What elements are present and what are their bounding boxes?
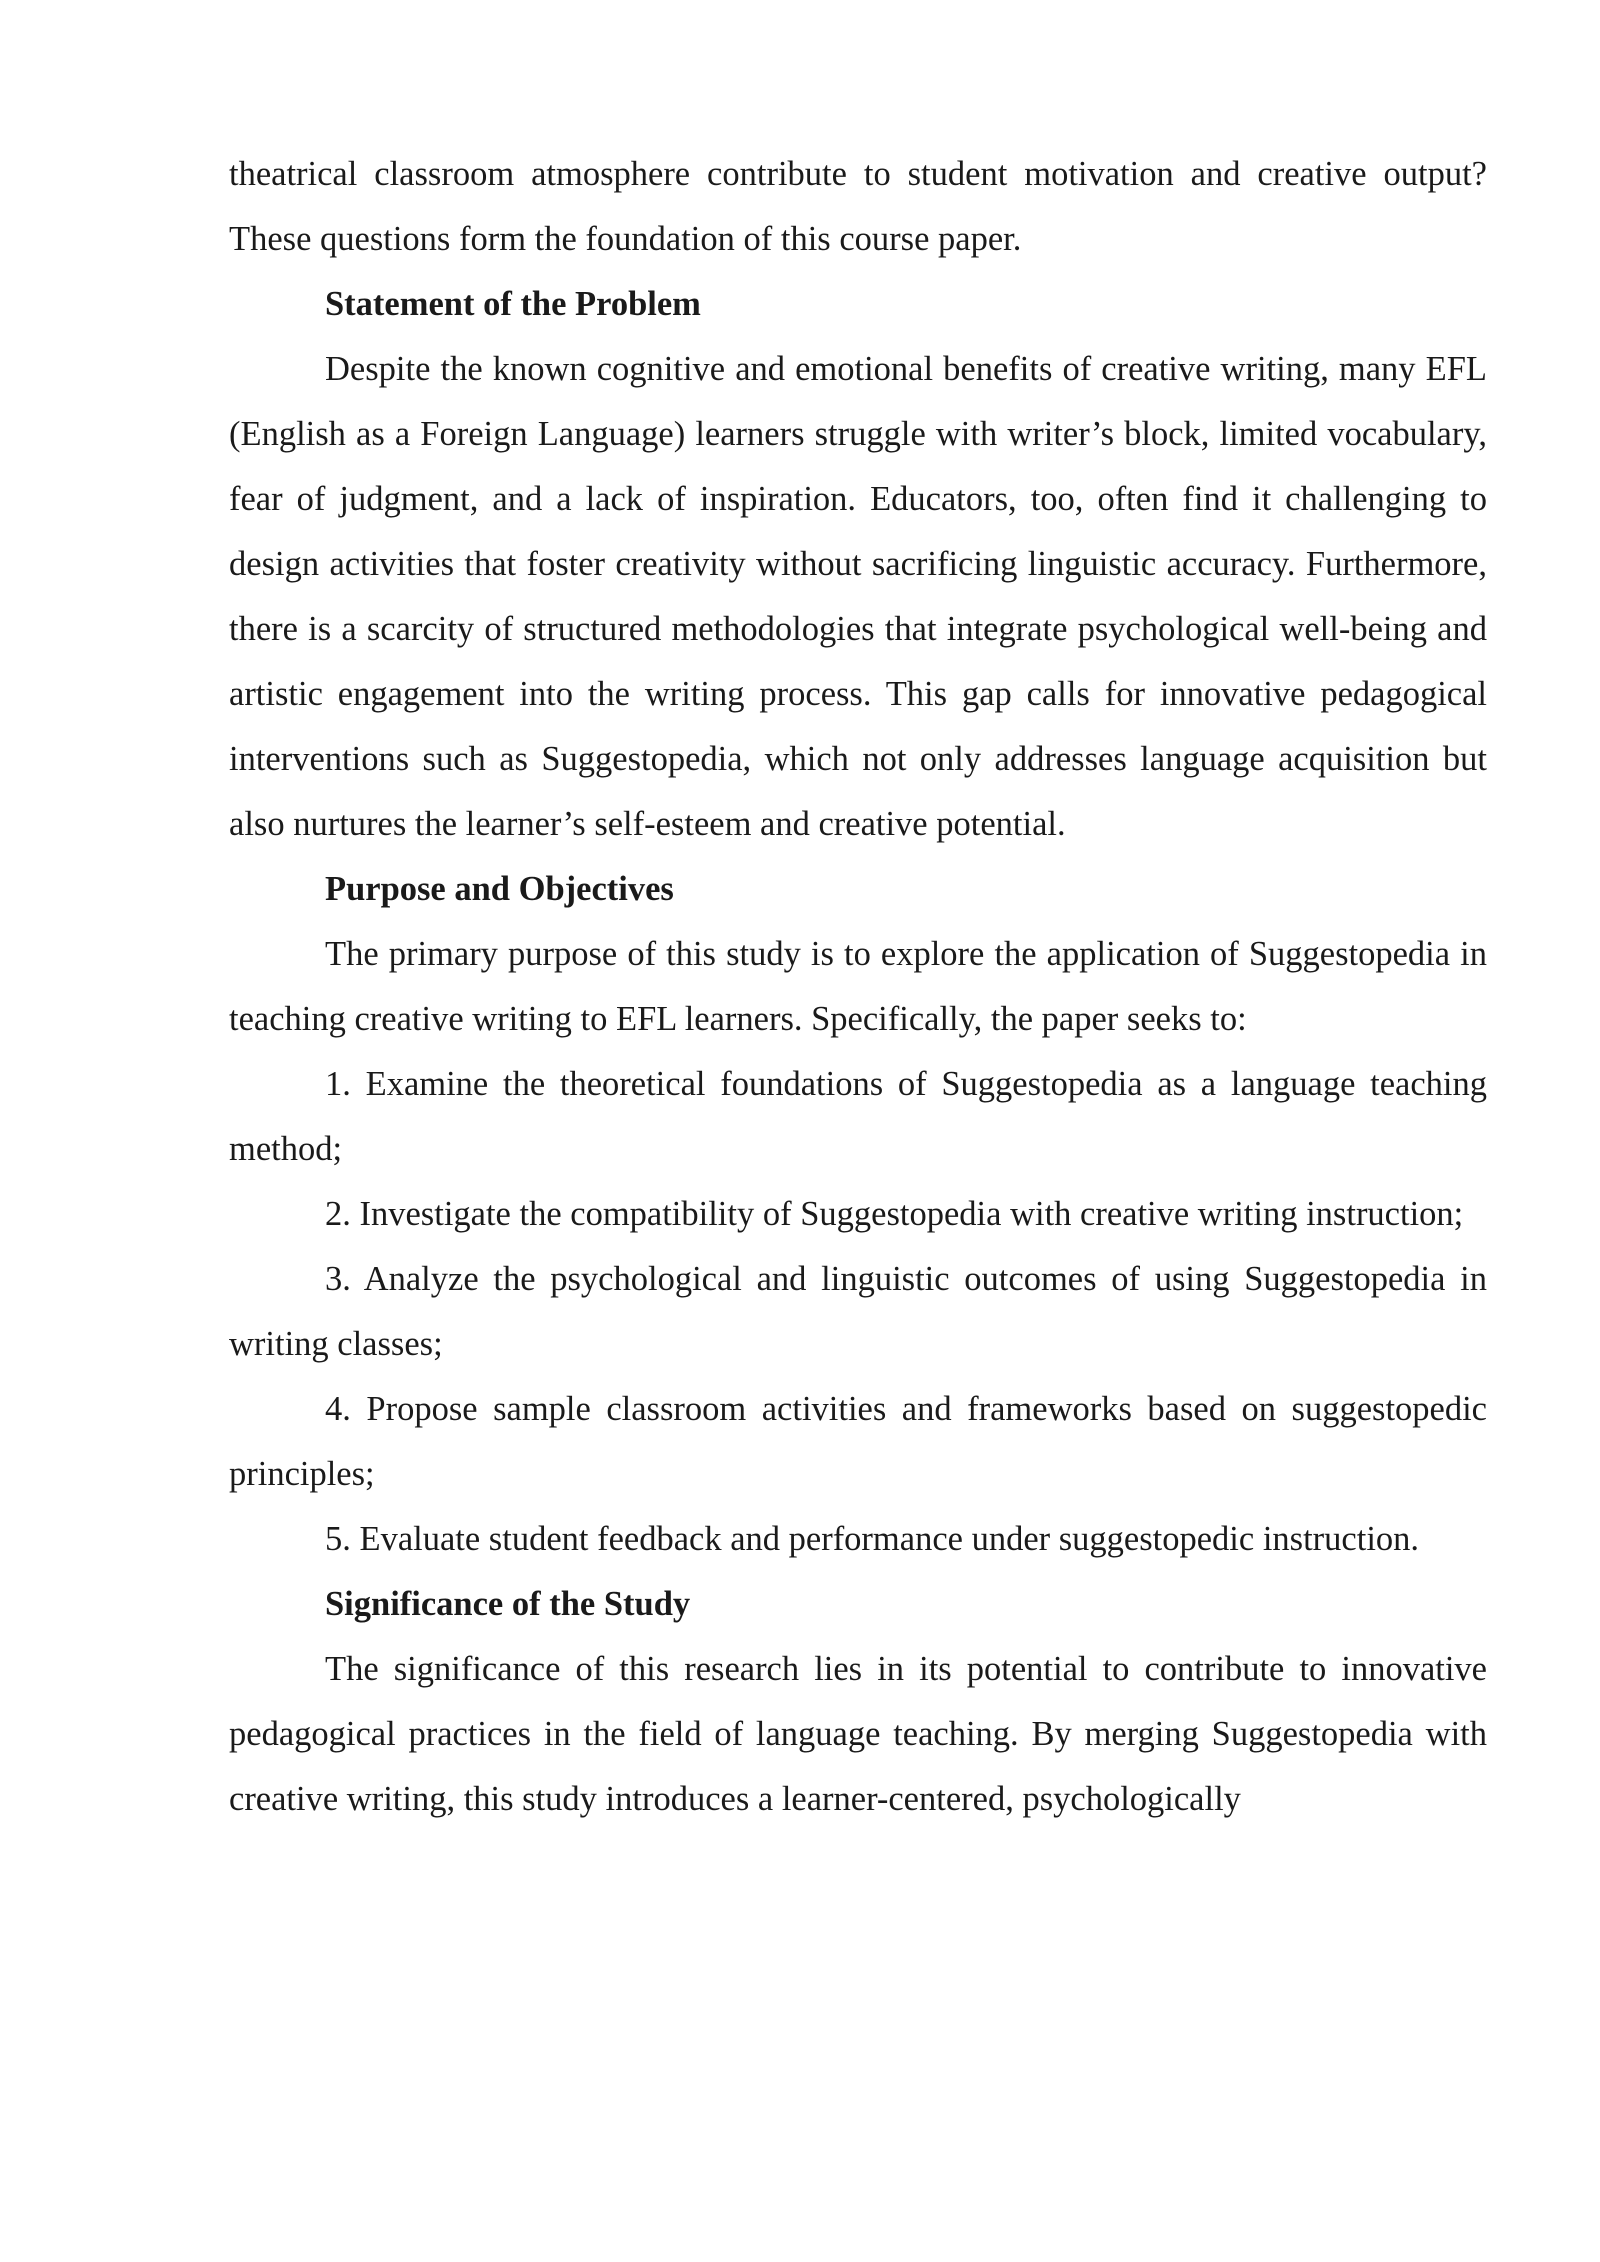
purpose-paragraph: The primary purpose of this study is to explore the application of Suggestopedia in teaching creative writing to EFL learners. Specifically, the paper seeks to:: [229, 935, 1487, 1038]
significance-heading: Significance of the Study: [325, 1585, 691, 1623]
statement-paragraph: Despite the known cognitive and emotional benefits of creative writing, many EFL (English as a Foreign Language) learners struggle with writer’s block, limited vocabulary, fear of judgment, and a lack of inspiration. Educators, too, often find it challenging to design activities that foster creativity without sacrificing linguistic accuracy. Furthermore, there is a scarcity of structured methodologies that integrate psychological well-being and artistic engagement into the writing process. This gap calls for innovative pedagogical interventions such as Suggestopedia, which not only addresses language acquisition but also nurtures the learner’s self-esteem and creative potential.: [229, 350, 1487, 843]
objective-item: 4. Propose sample classroom activities and frameworks based on suggestopedic principles;: [229, 1390, 1487, 1493]
significance-paragraph: The significance of this research lies in its potential to contribute to innovative pedagogical practices in the field of language teaching. By merging Suggestopedia with creative writing, this study introduces a learner-centered, psychologically: [229, 1650, 1487, 1818]
objective-item: 1. Examine the theoretical foundations of Suggestopedia as a language teaching method;: [229, 1065, 1487, 1168]
objective-item: 5. Evaluate student feedback and performance under suggestopedic instruction.: [325, 1520, 1420, 1558]
objective-item: 2. Investigate the compatibility of Suggestopedia with creative writing instruction;: [325, 1195, 1464, 1233]
purpose-heading: Purpose and Objectives: [325, 870, 674, 908]
document-body: [229, 142, 1487, 1832]
statement-heading: Statement of the Problem: [325, 285, 701, 323]
objective-item: 3. Analyze the psychological and linguistic outcomes of using Suggestopedia in writing classes;: [229, 1260, 1487, 1363]
intro-continuation-paragraph: theatrical classroom atmosphere contribute to student motivation and creative output? These questions form the foundation of this course paper.: [229, 155, 1487, 258]
